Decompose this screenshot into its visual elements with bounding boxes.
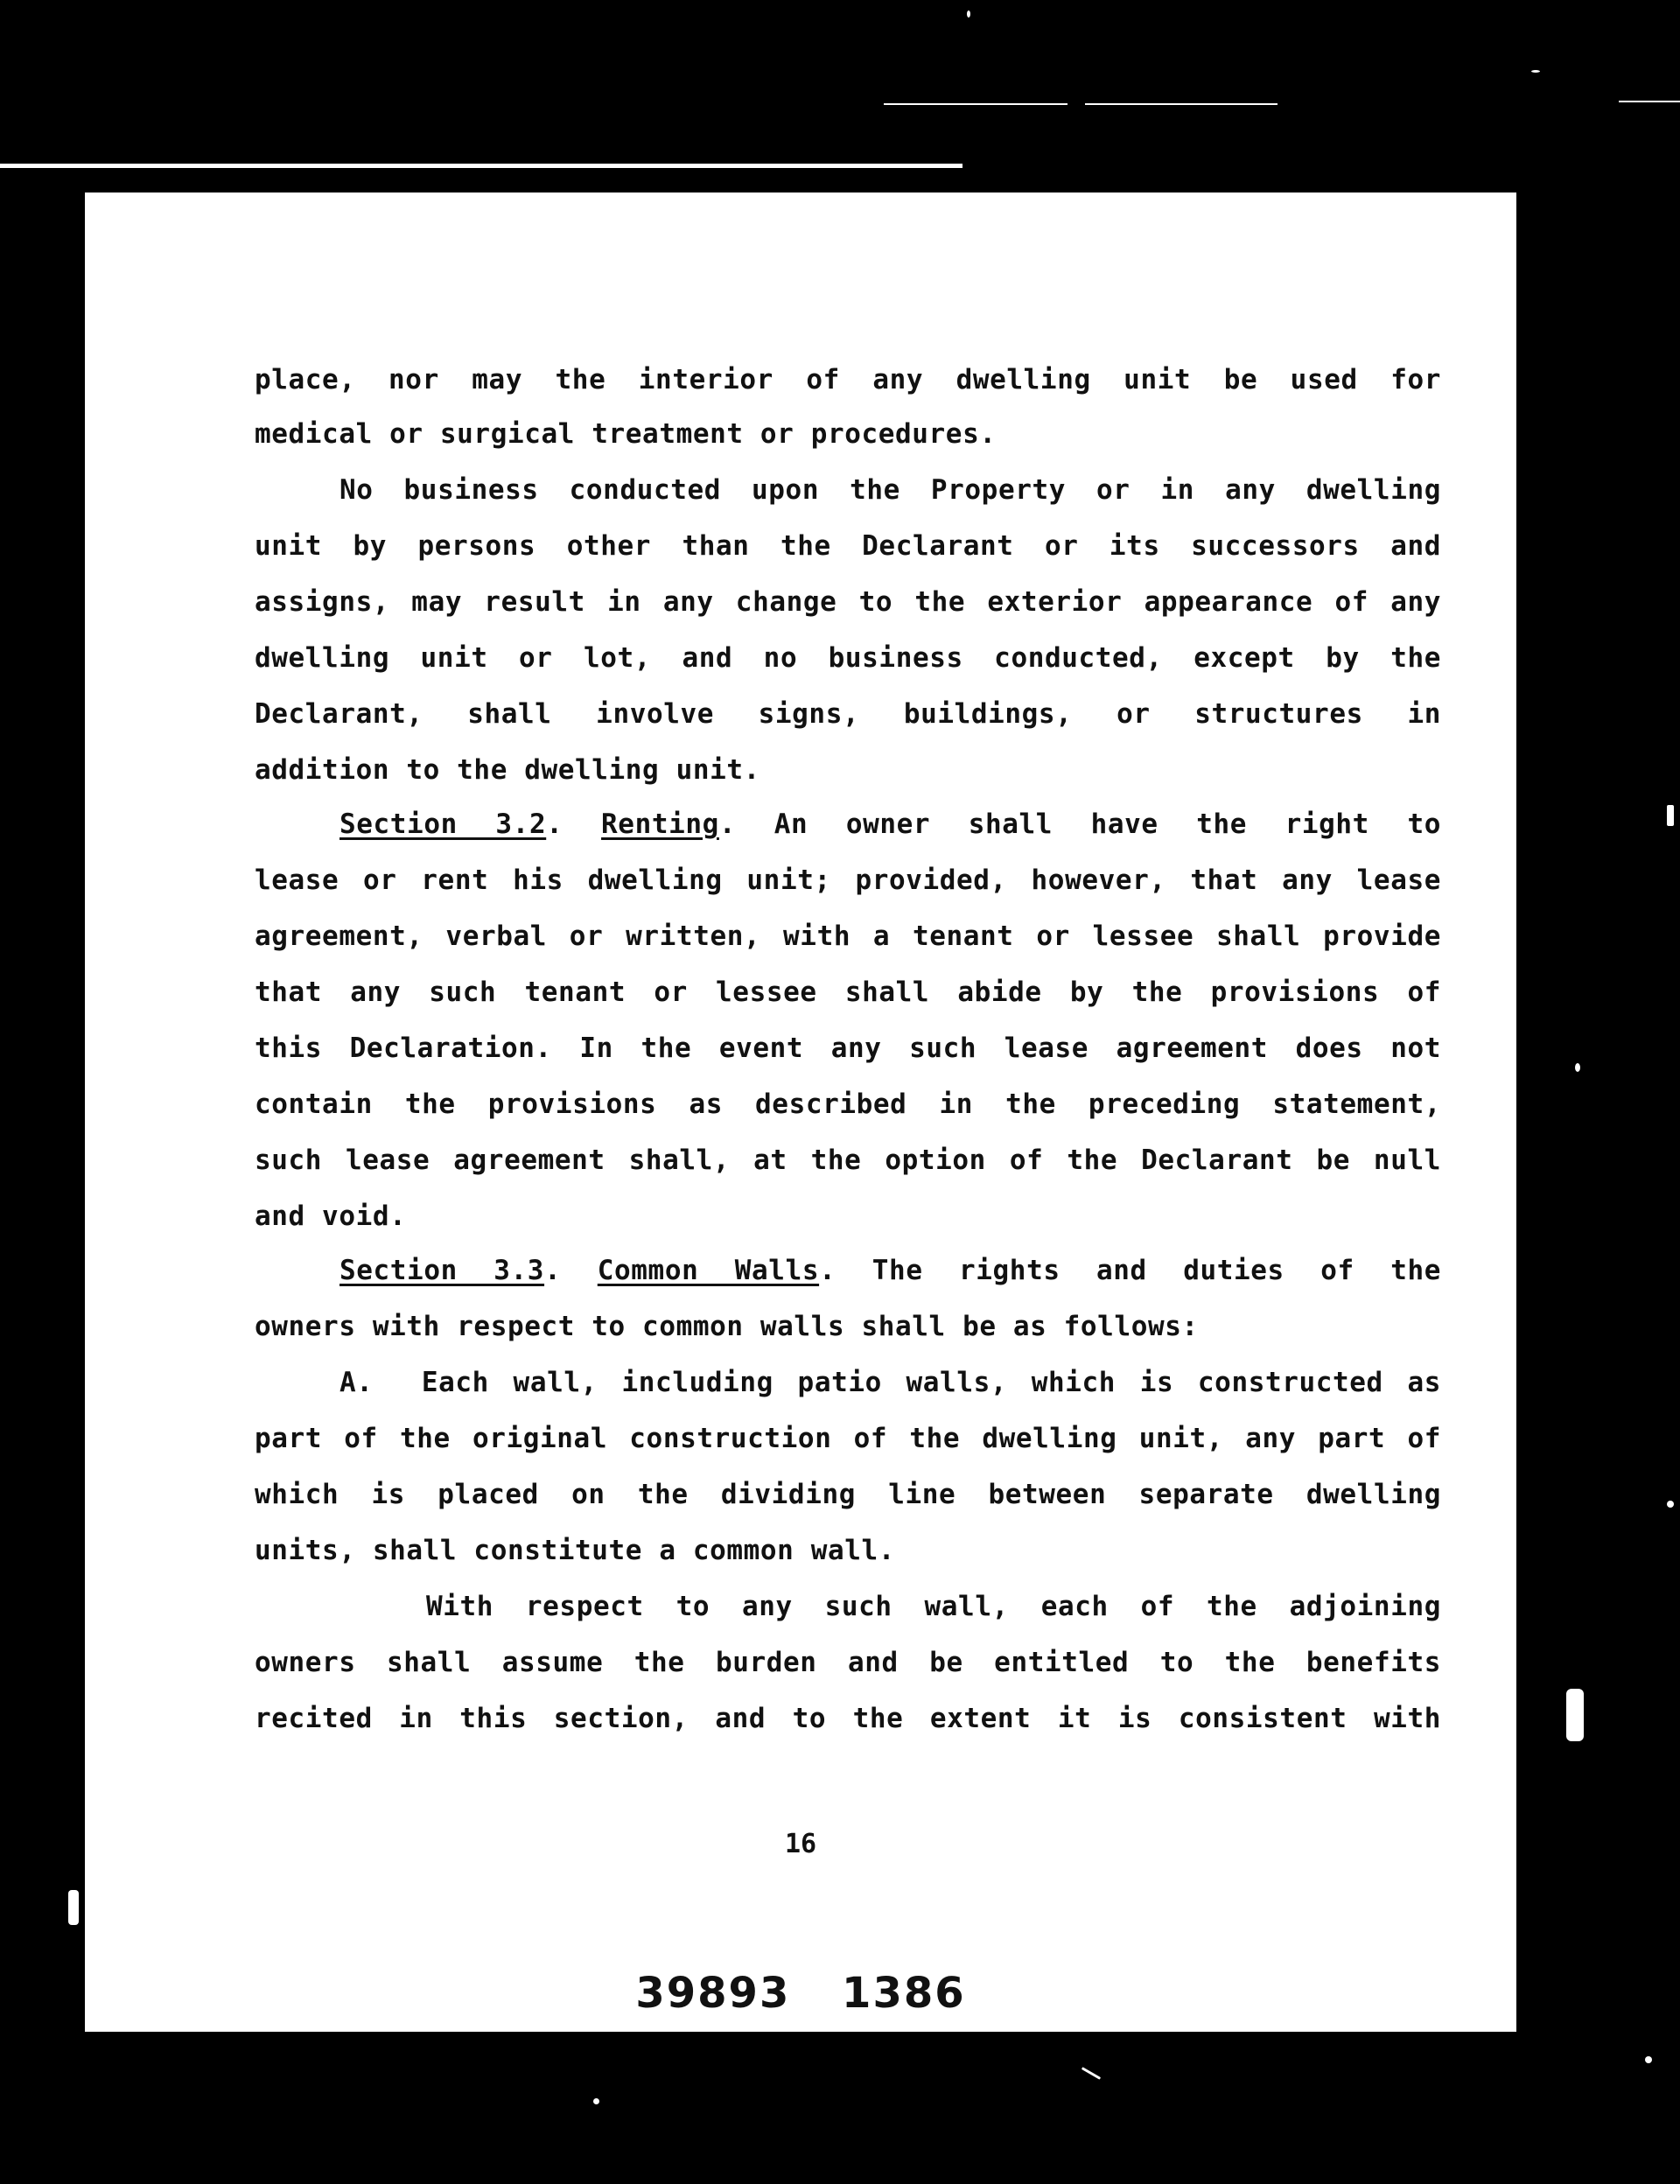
- section-3-2-line-4: that any such tenant or lessee shall abide by the provisions of: [255, 976, 1441, 1008]
- scan-line-artifact: [1085, 103, 1278, 105]
- walls-paragraph-line-2: owners shall assume the burden and be entitled to the benefits: [255, 1647, 1441, 1678]
- scan-speck: [1667, 1501, 1674, 1508]
- item-a-first-line: [340, 1365, 1441, 1400]
- page-number: 16: [784, 1829, 817, 1859]
- section-3-2-line-7: such lease agreement shall, at the option of the Declarant be null: [255, 1144, 1441, 1176]
- item-a-line-2: part of the original construction of the dwelling unit, any part of: [255, 1423, 1441, 1454]
- section-3-2-title: Renting: [601, 808, 719, 840]
- section-3-2-line-3: agreement, verbal or written, with a tenant or lessee shall provide: [255, 920, 1441, 952]
- item-a-line-3: which is placed on the dividing line between separate dwelling: [255, 1479, 1441, 1510]
- paragraph-2-line-1: No business conducted upon the Property or in any dwelling: [340, 474, 1441, 506]
- scan-speck: [68, 1890, 79, 1925]
- item-a-marker: A.: [340, 1367, 374, 1398]
- paragraph-2-line-3: assigns, may result in any change to the exterior appearance of any: [255, 586, 1441, 618]
- section-3-2-line-8: and void.: [255, 1200, 407, 1232]
- section-3-2-heading: Section 3.2: [340, 808, 547, 840]
- section-3-2-first-line-text: An owner shall have the right to: [774, 808, 1442, 840]
- scan-speck: [1667, 805, 1674, 826]
- scan-line-artifact: [1619, 101, 1680, 102]
- item-a-line-4: units, shall constitute a common wall.: [255, 1535, 896, 1566]
- walls-paragraph-line-3: recited in this section, and to the extent it is consistent with: [255, 1703, 1441, 1734]
- scan-speck: [1645, 2056, 1652, 2063]
- section-3-2-line-2: lease or rent his dwelling unit; provided, however, that any lease: [255, 864, 1441, 896]
- scan-speck: [1575, 1063, 1580, 1072]
- paragraph-2-line-2: unit by persons other than the Declarant or its successors and: [255, 530, 1441, 562]
- scan-speck: [967, 10, 970, 18]
- walls-paragraph-line-1: With respect to any such wall, each of the adjoining: [426, 1591, 1441, 1622]
- section-3-2-line-5: this Declaration. In the event any such lease agreement does not: [255, 1032, 1441, 1064]
- scan-speck: [593, 2098, 599, 2104]
- paragraph-2-line-4: dwelling unit or lot, and no business conducted, except by the: [255, 642, 1441, 674]
- scan-speck: [1082, 2067, 1101, 2080]
- section-3-3-heading: Section 3.3: [340, 1255, 545, 1286]
- section-3-2-line-6: contain the provisions as described in the preceding statement,: [255, 1088, 1441, 1120]
- section-3-3-line-2: owners with respect to common walls shall be as follows:: [255, 1311, 1199, 1342]
- document-page: [85, 192, 1516, 2032]
- section-3-2-first-line: Section 3.2. Renting. An owner shall have the right to: [340, 808, 1442, 840]
- scan-line-artifact: [884, 103, 1068, 105]
- scan-line-artifact: [779, 166, 866, 168]
- section-3-3-first-line: Section 3.3. Common Walls. The rights and duties of the: [340, 1255, 1441, 1286]
- paragraph-2-line-6: addition to the dwelling unit.: [255, 754, 760, 786]
- document-code: 39893 1386: [635, 1969, 966, 2018]
- scan-speck: [1566, 1689, 1584, 1741]
- section-3-3-title: Common Walls: [597, 1255, 820, 1286]
- section-3-3-first-line-text: The rights and duties of the: [872, 1255, 1441, 1286]
- paragraph-1-line-2: medical or surgical treatment or procedures.: [255, 418, 997, 450]
- paragraph-2-line-5: Declarant, shall involve signs, buildings, or structures in: [255, 698, 1441, 730]
- item-a-first-line-text: Each wall, including patio walls, which is constructed as: [421, 1367, 1441, 1398]
- paragraph-1-line-1: place, nor may the interior of any dwelling unit be used for: [255, 364, 1441, 396]
- scan-speck: [1531, 70, 1540, 73]
